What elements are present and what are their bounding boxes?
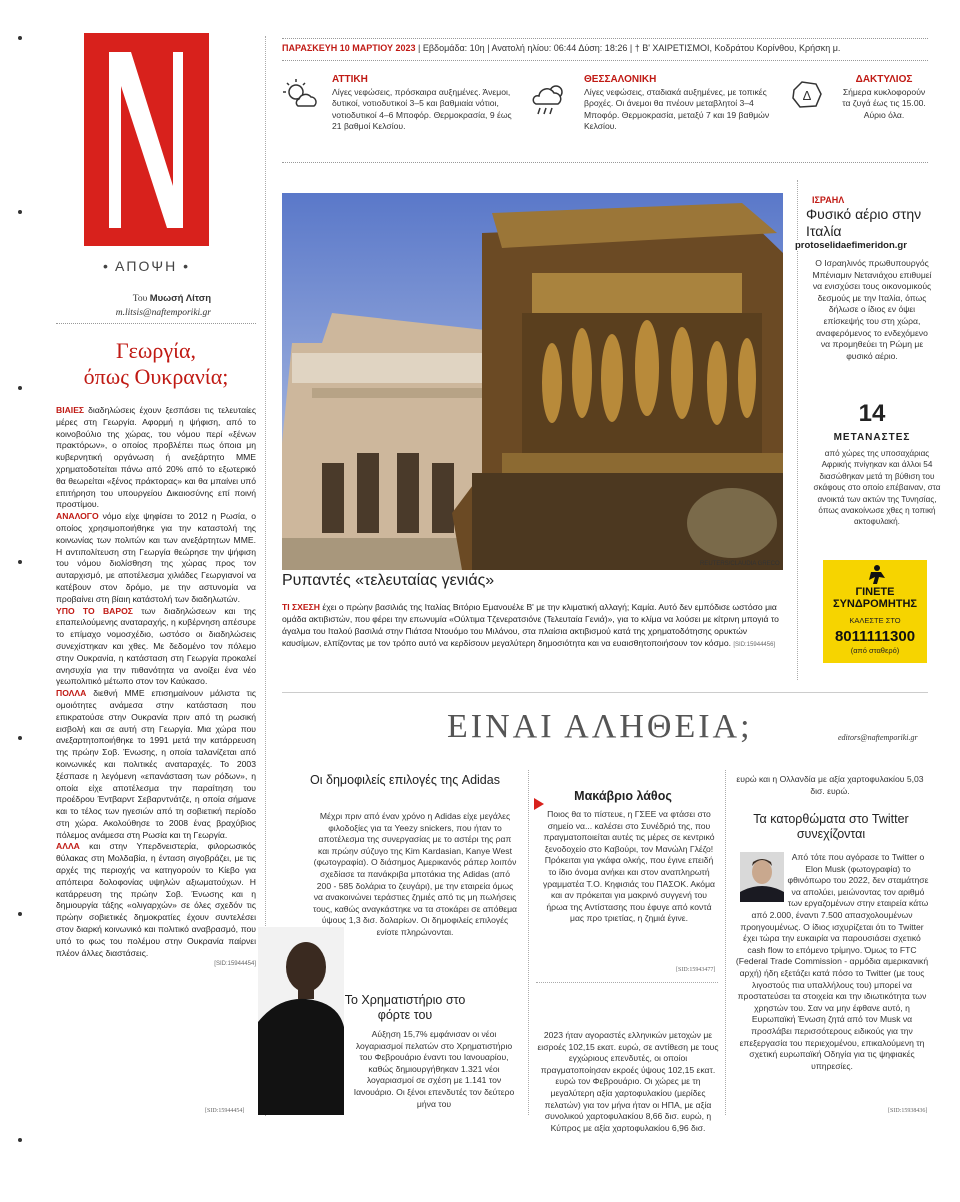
logo (84, 33, 209, 246)
weather-thessaloniki (584, 74, 774, 133)
ring-road-icon-label: Δ (802, 88, 812, 103)
paragraph-lead: ΒΙΑΙΕΣ (56, 405, 85, 415)
photo-headline: Ρυπαντές «τελευταίας γενιάς» (282, 572, 495, 589)
weather-title: ΘΕΣΣΑΛΟΝΙΚΗ (584, 74, 657, 85)
subscribe-call-label: ΚΑΛΕΣΤΕ ΣΤΟ (849, 616, 901, 625)
section-label: • ΑΠΟΨΗ • (103, 258, 190, 274)
divider (282, 162, 928, 163)
divider (282, 60, 928, 61)
twitter-headline: Τα κατορθώματα στο Twitter συνεχίζονται (753, 812, 909, 841)
israel-kicker: ΙΣΡΑΗΛ (812, 195, 845, 205)
paragraph-text: διαδηλώσεις έχουν ξεσπάσει τις τελευταίες μέρες στη Γεωργία. Αφορμή η ψήφιση, από το κοινοβούλιο της χώρας, του νόμου περί «ξένων πρακτόρων», ο οποίος προβλέπει πως όποια μη κυβερνητική οργάνωση ή ανεξάρτητο ΜΜΕ χρηματοδοτείται πάνω από 20% από το εξωτερικό θα θεωρείται «ξένος πράκτορας» και θα μπαίνει υπό επιτήρηση του υπουργείου Δικαιοσύνης επί ποινή προστίμου. (56, 405, 256, 510)
margin-dot (18, 210, 22, 214)
paragraph-text: και στην Υπερδνειστερία, φιλορωσικός θύλακας στη Μολδαβία, η ένταση σιγοβράζει, με τις αρχές της περιοχής να κατηγορούν το Κίεβο για απόπειρα δολοφονίας υψηλών αξιωματούχων. Η κατάρρευση της πρώην Σοβ. Ένωσης και η δημιουργία τάξης «ολιγαρχών» σε όλες σχεδόν τις πρώην σοβιετικές δημοκρατίες έχουν συντελέσει στον διαρκή κοινωνικό και πολιτικό αναβρασμό, που υπό το φως του πολέμου στην Ουκρανία παίρνει πλέον άλλες διαστάσεις. (56, 841, 256, 958)
sid-code: [SID:15944456] (733, 642, 776, 648)
paragraph-lead: ΠΟΛΛΑ (56, 688, 87, 699)
twitter-body-text: Από τότε που αγόρασε το Twitter ο Elon Musk (φωτογραφία) το φθινόπωρο του 2022, δεν σταμάτησε να απολύει, μειώνοντας τον αριθμό των εργαζομένων στην εταιρεία κάτω από 2.000, έναντι 7.500 απασχολουμένων προηγουμένως. Ο ίδιος ισχυρίζεται ότι το Twitter έχει τώρα την ευκαιρία να παρουσιάσει σχετικό cash flow το επόμενο τρίμηνο. Όμως το FTC (Federal Trade Commission - αρμόδια αμερικανική αρχή) ήδη εξετάζει κατά πόσο το Twitter (με τους λιγοστούς πια υπαλλήλους του) μπορεί να προστατεύσει τα στοιχεία και την ιδιωτικότητα των χρηστών του. Σαν να μην έφθανε αυτό, η Ευρωπαϊκή Ένωση ζητά από τον Musk να προσλάβει περισσότερους ειδικούς για την επεξεργασία του περιεχομένου, επικαλούμενη τη σχετική ευρωπαϊκή Οδηγία για τις ψηφιακές υπηρεσίες. (735, 852, 929, 1071)
photo-caption-body (282, 601, 782, 651)
sid-code: [SID:15943477] (676, 967, 716, 973)
subscribe-line1: ΓΙΝΕΤΕ (855, 586, 895, 598)
kanye-west-photo (258, 927, 344, 1115)
margin-dot (18, 1138, 22, 1142)
author-email: m.litsis@naftemporiki.gr (115, 308, 211, 318)
date-bar: ΠΑΡΑΣΚΕΥΗ 10 ΜΑΡΤΙΟΥ 2023 | Εβδομάδα: 10η | Ανατολή ηλίου: 06:44 Δύση: 18:26 | † Β' ΧΑΙΡΕΤΙΣΜΟΙ, Κοδράτου Κορίνθου, Κρήσκη μ. (282, 43, 841, 53)
week-number: Εβδομάδα: 10η (422, 43, 485, 53)
divider (536, 982, 718, 983)
weather-ring-road (838, 74, 930, 121)
opinion-body (56, 405, 256, 971)
migrants-body: από χώρες της υποσαχάριας Αφρικής πνίγηκαν και άλλοι 54 διασώθηκαν μετά τη βύθιση του σκάφους στο οποίο επέβαιναν, στα ανοικτά των ακτών της Τυνησίας, όπως ανακοίνωσε χθες η τοπική ακτοφυλακή. (813, 449, 941, 527)
opinion-title (56, 338, 256, 390)
paragraph-lead: ΑΝΑΛΟΓΟ (56, 511, 99, 522)
mistake-body: Ποιος θα το πίστευε, η ΓΣΕΕ να φτάσει στο σημείο να... καλέσει στο Συνέδριό της, που πραγματοποιείται αυτές τις μέρες σε κεντρικό ξενοδοχείο στο Καβούρι, τον Μανώλη Γλέζο! Πρόκειται για γκάφα ολκής, που έγινε επειδή το ίδιο όνομα ανήκει και στον αναπληρωτή γραμματέα Τ.Ο. Κηφισιάς του ΠΑΣΟΚ. Ακόμα και αν πρόκειται για μακρινό συγγενή του ήρωα της Αντίστασης που έφυγε από κοντά μας προ τριετίας, η ζημιά έγινε. (542, 809, 716, 924)
paragraph-lead: ΥΠΟ ΤΟ ΒΑΡΟΣ (56, 605, 133, 616)
margin-dot (18, 912, 22, 916)
sun-cloud-icon (280, 78, 320, 117)
section-title: ΕΙΝΑΙ ΑΛΗΘΕΙΑ; (447, 708, 753, 745)
subscribe-phone[interactable]: 8011111300 (834, 628, 916, 645)
opinion-paragraph (56, 511, 256, 605)
twitter-body (734, 852, 930, 1072)
column-divider (725, 770, 726, 1115)
photo-credit: REUTERS/CLAUDIA GRECO (700, 561, 780, 567)
statue-photo (282, 193, 783, 570)
adidas-body: Μέχρι πριν από έναν χρόνο η Adidas είχε μεγάλες φιλοδοξίες για τα Yeezy snickers, που ήταν το αποτέλεσμα της συνεργασίας με το αστέρι της ραπ και πρώην σύζυγο της Kim Kardasian, Kanye West (φωτογραφία). Ο διάσημος Αμερικανός ράπερ λοιπόν σχεδίασε τα πανάκριβα μποτάκια της Adidas (από 200 - 585 δολάρια το ζευγάρι), με την εταιρεία όμως να ανακοινώνει τεράστιες ζημιές από τις μη πωλήσεις τους, καθώς αναγκάστηκε να τα στοκάρει σε απόθεμα ύψους 1,3 δισ. δολαρίων. Οι δημοφιλείς επιλογές ενίοτε πληρώνονται. (312, 811, 518, 937)
saints-of-day: † Β' ΧΑΙΡΕΤΙΣΜΟΙ, Κοδράτου Κορίνθου, Κρήσκη μ. (634, 43, 841, 53)
margin-dot (18, 36, 22, 40)
weather-title: ΑΤΤΙΚΗ (332, 74, 368, 85)
paragraph-text: των διαδηλώσεων και της επαπειλούμενης αναταραχής, η κυβέρνηση απέσυρε το επίμαχο νομοσχέδιο, ωστόσο οι διαδηλώσεις συνεχίστηκαν και χθες. Με δεδομένο τον πόλεμο στην Ουκρανία, η κατάσταση στη Γεωργία προκαλεί ανησυχία για την πιθανότητα να ανοίξει ένα νέο γεωπολιτικό μέτωπο στον τον Καύκασο. (56, 605, 256, 687)
weather-attica (332, 74, 518, 133)
stock-exchange-continued: 2023 ήταν αγοραστές ελληνικών μετοχών με εισροές 102,15 εκατ. ευρώ, σε αντίθεση με τους εγχώριους επενδυτές, οι οποίοι πραγματοποίησαν εκροές ύψους 102,15 εκατ. ευρώ τον Φεβρουάριο. Οι χώρες με τη μεγαλύτερη αξία χαρτοφυλακίου (μερίδες πελατών) για τον μήνα ήταν οι ΗΠΑ, με αξία συνολικού χαρτοφυλακίου 8,66 δισ. ευρώ, η Κύπρος με αξία χαρτοφυλακίου 6,96 δισ. (537, 1030, 719, 1133)
margin-dot (18, 736, 22, 740)
author-byline (56, 292, 211, 320)
margin-dot (18, 386, 22, 390)
divider (56, 323, 256, 324)
watermark: protoselidaefimeridon.gr (795, 240, 907, 251)
sid-code: [SID:15944454] (205, 1108, 245, 1114)
weather-title: ΔΑΚΤΥΛΙΟΣ (855, 74, 913, 85)
adidas-headline: Οι δημοφιλείς επιλογές της Adidas (310, 773, 500, 787)
opinion-title-line: Γεωργία, (115, 338, 197, 363)
caption-lead: ΤΙ ΣΧΕΣΗ (282, 602, 321, 612)
opinion-paragraph (56, 606, 256, 689)
sid-code: [SID:15938436] (888, 1108, 928, 1114)
logo-letter-graphic (87, 36, 206, 243)
date: ΠΑΡΑΣΚΕΥΗ 10 ΜΑΡΤΙΟΥ 2023 (282, 43, 416, 53)
section-email: editors@naftemporiki.gr (838, 733, 918, 742)
stock-exchange-continued-end: ευρώ και η Ολλανδία με αξία χαρτοφυλακίου 5,03 δισ. ευρώ. (736, 774, 924, 796)
column-divider (528, 770, 529, 1115)
opinion-paragraph (56, 405, 256, 511)
israel-headline: Φυσικό αέριο στην Ιταλία (806, 206, 922, 239)
mistake-headline: Μακάβριο λάθος (574, 789, 672, 803)
author-name: Μυωσή Λίτση (149, 293, 211, 304)
subscribe-line2: ΣΥΝΔΡΟΜΗΤΗΣ (832, 598, 918, 610)
photo-spacer (734, 852, 786, 900)
author-prefix: Του (132, 294, 148, 304)
sid-code: [SID:15944454] (214, 961, 256, 968)
opinion-paragraph (56, 688, 256, 841)
margin-dot (18, 560, 22, 564)
divider (282, 38, 928, 39)
migrants-title: ΜΕΤΑΝΑΣΤΕΣ (833, 432, 911, 443)
caption-text: έχει ο πρώην βασιλιάς της Ιταλίας Βιτόριο Εμανουέλε Β' με την κλιματική αλλαγή; Καμία. Αυτό δεν εμπόδισε ωστόσο μια ομάδα ακτιβιστών, που φέρει την επωνυμία «Ούλτιμα Τζενερατσιόνε (Τελευταία Γενιά)», για το κλίμα να λούσει με κίτρινη μπογιά το άγαλμα του Ιταλού βασιλιά στην Πιάτσα Ντουόμο του Μιλάνου, στα πλαίσια ακτιβισμού κατά της χρηματοδότησης ορυκτών καυσίμων, ελπίζοντας με τον τρόπο αυτό να κερδίσουν μεγαλύτερη δημοσιότητα και να ευαισθητοποιήσουν τον κόσμο. (282, 602, 779, 648)
subscription-box[interactable] (823, 560, 927, 663)
paragraph-lead: ΑΛΛΑ (56, 841, 80, 852)
subscribe-note: (από σταθερό) (850, 646, 900, 655)
opinion-paragraph (56, 841, 256, 959)
stock-exchange-headline: Το Χρηματιστήριο στο φόρτε του (344, 993, 466, 1022)
israel-body: Ο Ισραηλινός πρωθυπουργός Μπένιαμιν Νετανιάχου επιθυμεί να ενισχύσει τους οικονομικούς δεσμούς με την Ιταλία, όπως δήλωσε ο ίδιος εν όψει επίσκεψής του στη χώρα, αναφερόμενος το ενδεχόμενο να προμηθεύει τη Ρώμη με φυσικό αέριο. (812, 258, 932, 361)
column-divider (797, 180, 798, 680)
paragraph-text: νόμο είχε ψηφίσει το 2012 η Ρωσία, ο οποίος χρησιμοποιήθηκε για την καταστολή της κοινωνίας των πολιτών και των ανεξάρτητων ΜΜΕ. Η αντιπολίτευση στη Γεωργία θεώρησε την ψήφιση του νόμου διολίσθηση της χώρας προς τον αυταρχισμό, με αποτέλεσμα χιλιάδες Γεωργιανοί να κατέβουν στον δρόμο, με την αστυνομία να προβαίνει στη βίαιη κατάστολή των διαδηλωτών. (56, 511, 256, 604)
weather-text: Λίγες νεφώσεις, σταδιακά αυξημένες, με τοπικές βροχές. Οι άνεμοι θα πνέουν μεταβλητοί 3–4 Μποφόρ. Θερμοκρασία, μεταξύ 7 και 19 βαθμών Κελσίου. (584, 86, 770, 132)
migrants-number: 14 (858, 400, 886, 427)
ring-road-icon (790, 80, 824, 115)
opinion-title-line: όπως Ουκρανία; (83, 364, 229, 389)
paragraph-text: διεθνή ΜΜΕ επισημαίνουν μάλιστα τις ομοιότητες ανάμεσα στην κατάσταση που επικρατούσε στην Ουκρανία πριν από τη ρωσική εισβολή και σε αυτή στη Γεωργία. Μια χώρα που ανεξαρτητοποιήθηκε το 1991 μετά την κατάρρευση της πρώην Σοβ. Ένωσης, η οποία ταλανίζεται από κοινωνικές και πολιτικές αναταραχές. Το 2003 ξέσπασε η λεγόμενη «επανάσταση των ρόδων», η οποία είχε αποτέλεσμα την παραίτηση του προέδρου Έντβαρντ Σεβαρντνάτζε, η οποία σήμανε και το τέλος των ηγεσιών από τη σοβιετική περίοδο στη χώρα. Ακολούθησε το 2008 ένας βραχύβιος πόλεμος ανάμεσα στη Ρωσία και τη Γεωργία. (56, 688, 256, 840)
divider (282, 692, 928, 693)
weather-text: Σήμερα κυκλοφορούν τα ζυγά έως τις 15.00. Αύριο όλα. (842, 86, 926, 120)
stock-exchange-body: Αύξηση 15,7% εμφάνισαν οι νέοι λογαριασμοί πελατών στο Χρηματιστήριο του Φεβρουάριο έναντι του Ιανουαρίου, καθώς δημιουργήθηκαν 1.321 νέοι λογαριασμοί σε σχέση με 1.141 τον Ιανουάριο. Οι ξένοι επενδυτές τον δεύτερο μήνα του (353, 1029, 515, 1109)
sun-times: Ανατολή ηλίου: 06:44 Δύση: 18:26 (491, 43, 628, 53)
weather-text: Λίγες νεφώσεις, πρόσκαιρα αυξημένες. Άνεμοι, δυτικοί, νοτιοδυτικοί 3–5 και βαθμιαία νότιοι, νοτιοδυτικοί 4–6 Μποφόρ. Θερμοκρασία, 9 έως 21 βαθμοί Κελσίου. (332, 86, 512, 132)
rain-cloud-icon (530, 80, 570, 125)
